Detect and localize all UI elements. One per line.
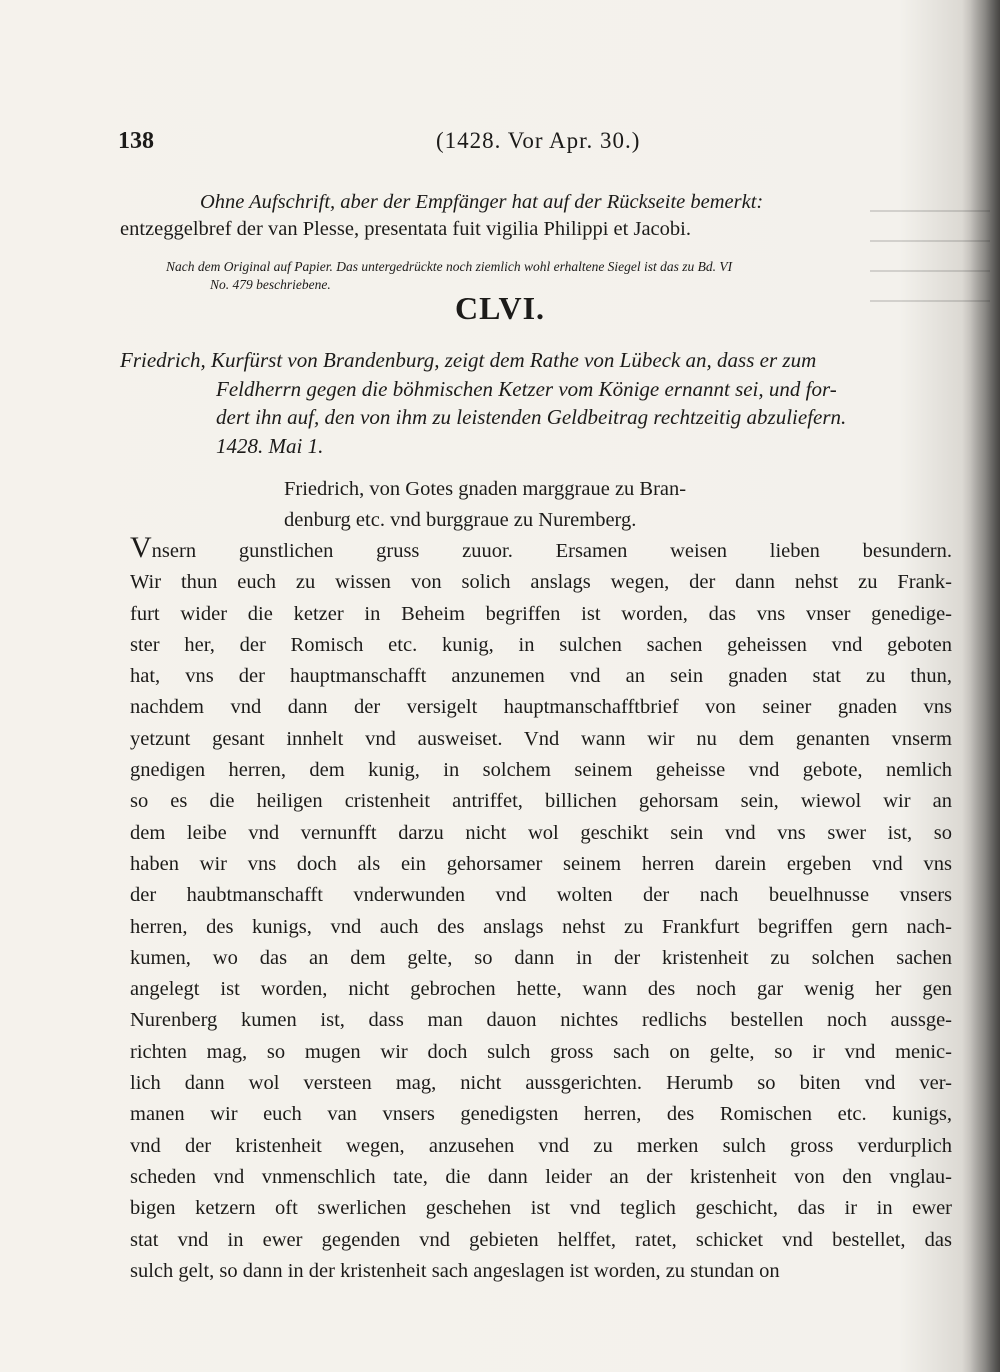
body-line: so es die heiligen cristenheit antriffet, billichen gehorsam sein, wiewol wir an <box>130 790 952 813</box>
intitulatio-line: Friedrich, von Gotes gnaden marggraue zu Bran- <box>284 478 687 500</box>
body-line: vnd der kristenheit wegen, anzusehen vnd zu merken sulch gross verdurplich <box>130 1134 952 1157</box>
source-note <box>166 258 946 294</box>
body-line: manen wir euch van vnsers genedigsten herren, des Romischen etc. kunigs, <box>130 1103 952 1126</box>
intitulatio-line: denburg etc. vnd burggraue zu Nuremberg. <box>284 509 637 531</box>
binding-shadow <box>962 0 1000 1372</box>
body-line: yetzunt gesant innhelt vnd ausweiset. Vnd wann wir nu dem genanten vnserm <box>130 727 952 750</box>
body-line: der haubtmanschafft vnderwunden vnd wolten der nach beuelhnusse vnsers <box>130 884 952 907</box>
endorsement-line: entzeggelbref der van Plesse, presentata fuit vigilia Philippi et Jacobi. <box>120 218 691 240</box>
body-line: herren, des kunigs, vnd auch des anslags nehst zu Frankfurt begriffen gern nach- <box>130 915 952 938</box>
body-line: ster her, der Romisch etc. kunig, in sulchen sachen geheissen vnd geboten <box>130 633 952 656</box>
body-line: Nurenberg kumen ist, dass man dauon nichtes redlichs bestellen noch aussge- <box>130 1009 952 1032</box>
running-head: (1428. Vor Apr. 30.) <box>436 128 641 153</box>
regest-line: dert ihn auf, den von ihm zu leistenden Geldbeitrag rechtzeitig abzuliefern. <box>216 405 847 429</box>
body-line: Wir thun euch zu wissen von solich anslags wegen, der dann nehst zu Frank- <box>130 571 952 594</box>
page-number: 138 <box>118 128 154 154</box>
document-number: CLVI. <box>454 290 546 326</box>
letter-body <box>130 531 952 1287</box>
source-note-line: Nach dem Original auf Papier. Das untergedrückte noch ziemlich wohl erhaltene Siegel ist das zu Bd. VI <box>166 259 733 274</box>
regest-line: Friedrich, Kurfürst von Brandenburg, zeigt dem Rathe von Lübeck an, dass er zum <box>120 348 817 372</box>
initial-letter: V <box>130 531 152 564</box>
body-line: haben wir vns doch als ein gehorsamer seinem herren darein ergeben vnd vns <box>130 852 952 875</box>
page-header <box>118 128 678 162</box>
source-note-line: No. 479 beschriebene. <box>210 277 331 292</box>
regest <box>120 346 950 460</box>
body-line: richten mag, so mugen wir doch sulch gross sach on gelte, so ir vnd menic- <box>130 1040 952 1063</box>
body-line: furt wider die ketzer in Beheim begriffen ist worden, das vns vnser genedige- <box>130 602 952 625</box>
regest-line: 1428. Mai 1. <box>216 433 324 458</box>
body-line: bigen ketzern oft swerlichen geschehen ist vnd teglich geschicht, das ir in ewer <box>130 1197 952 1220</box>
body-line: lich dann wol versteen mag, nicht aussgerichten. Herumb so biten vnd ver- <box>130 1072 952 1095</box>
previous-document-endorsement <box>120 190 950 242</box>
body-line: gnedigen herren, dem kunig, in solchem seinem geheisse vnd gebote, nemlich <box>130 759 952 782</box>
body-line: scheden vnd vnmenschlich tate, die dann leider an der kristenheit von den vnglau- <box>130 1165 952 1188</box>
endorsement-line: Ohne Aufschrift, aber der Empfänger hat auf der Rückseite bemerkt: <box>200 191 764 213</box>
body-line: dem leibe vnd vernunfft darzu nicht wol geschikt sein vnd vns swer ist, so <box>130 821 952 844</box>
body-line: stat vnd in ewer gegenden vnd gebieten helffet, ratet, schicket vnd bestellet, das <box>130 1228 952 1251</box>
body-line: sulch gelt, so dann in der kristenheit sach angeslagen ist worden, zu stundan on <box>130 1259 780 1282</box>
body-line: kumen, wo das an dem gelte, so dann in der kristenheit zu solchen sachen <box>130 946 952 969</box>
regest-line: Feldherrn gegen die böhmischen Ketzer vom Könige ernannt sei, und for- <box>216 376 837 401</box>
body-line-text: nsern gunstlichen gruss zuuor. Ersamen weisen lieben besundern. <box>151 540 952 562</box>
body-line: angelegt ist worden, nicht gebrochen hette, wann des noch gar wenig her gen <box>130 978 952 1001</box>
body-line: nachdem vnd dann der versigelt hauptmanschafftbrief von seiner gnaden vns <box>130 696 952 719</box>
intitulatio <box>284 474 804 536</box>
body-line <box>130 531 952 567</box>
body-line: hat, vns der hauptmanschafft anzunemen vnd an sein gnaden stat zu thun, <box>130 665 952 688</box>
